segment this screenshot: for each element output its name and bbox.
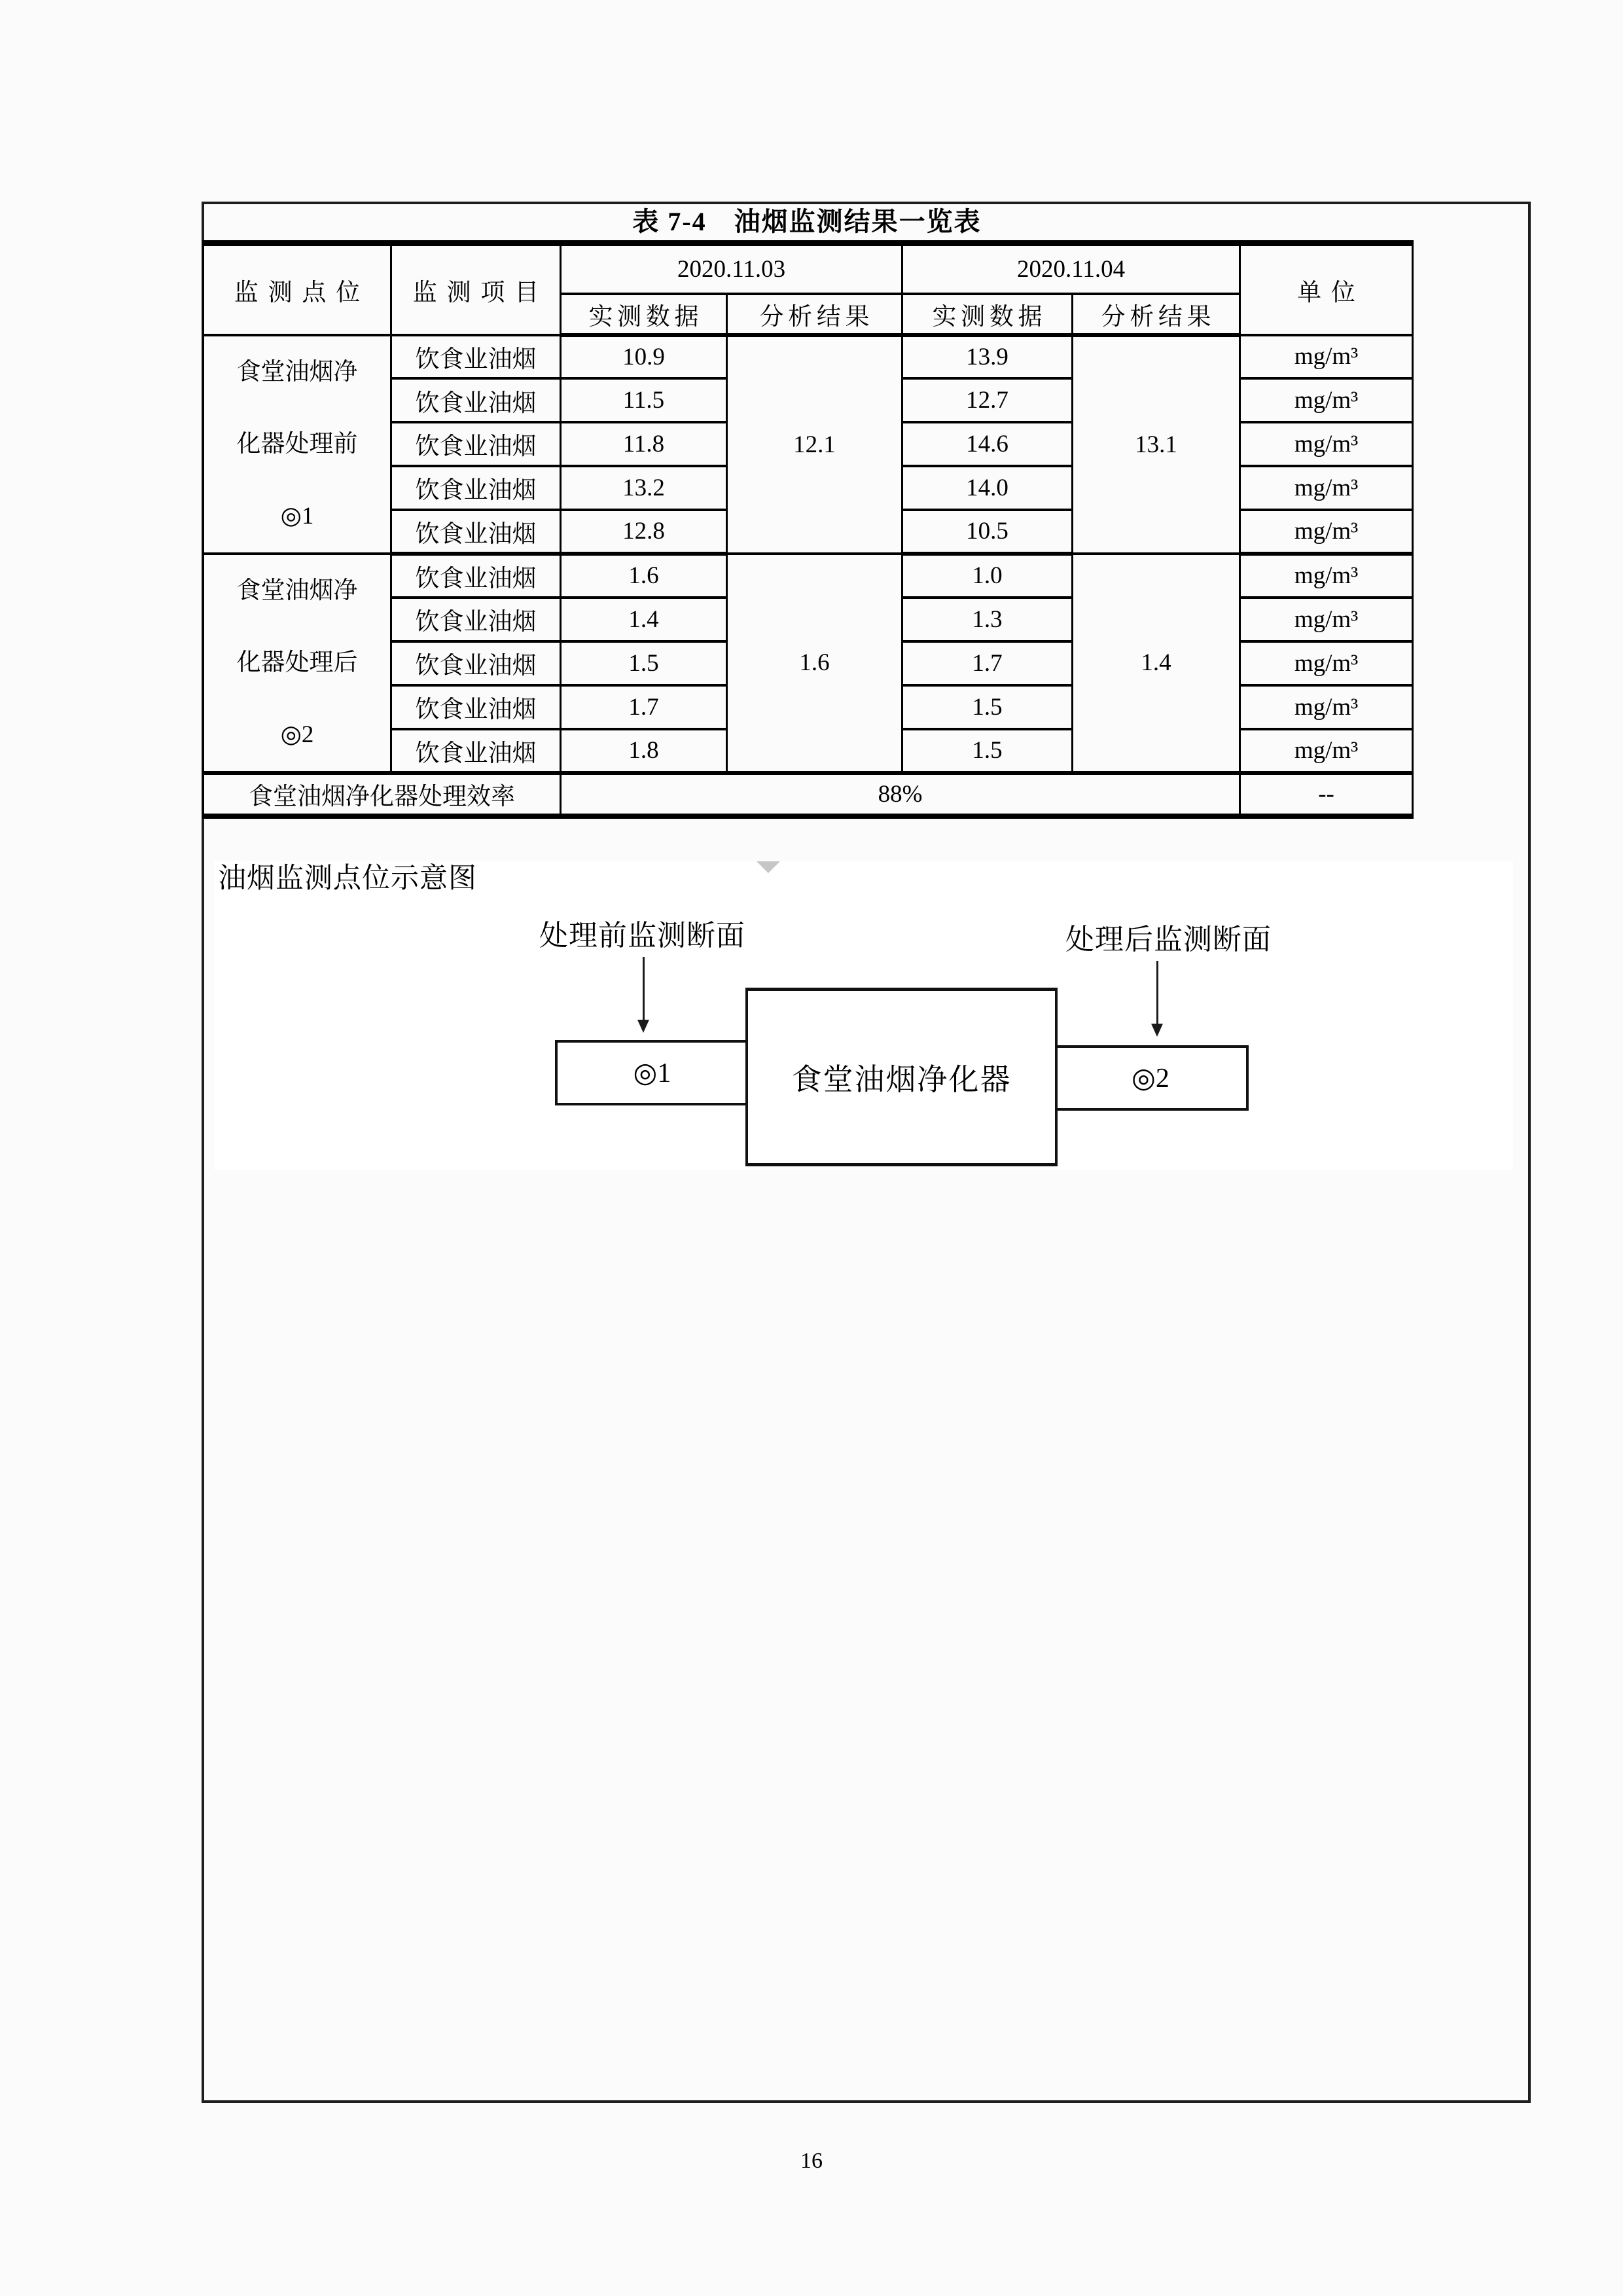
table-header-row-dates	[204, 243, 1413, 294]
arrow-shaft	[1156, 961, 1158, 1024]
diagram-title: 油烟监测点位示意图	[218, 863, 477, 894]
item-cell: 饮食业油烟	[391, 641, 561, 685]
measured-value: 1.5	[902, 685, 1073, 729]
unit-cell: mg/m³	[1240, 598, 1413, 641]
unit-cell: mg/m³	[1240, 729, 1413, 773]
efficiency-unit: --	[1240, 773, 1413, 816]
item-cell: 饮食业油烟	[391, 422, 561, 466]
item-cell: 饮食业油烟	[391, 510, 561, 554]
point-cell-after	[204, 554, 391, 773]
point-line: 食堂油烟净	[236, 358, 358, 386]
efficiency-row	[204, 773, 1413, 816]
item-cell: 饮食业油烟	[391, 598, 561, 641]
subheader-analysis-2: 分析结果	[1073, 294, 1240, 335]
measured-value: 1.6	[561, 554, 727, 598]
purifier-box	[745, 988, 1058, 1166]
measured-value: 1.4	[561, 598, 727, 641]
arrow-shaft	[643, 957, 645, 1020]
measured-value: 13.2	[561, 466, 727, 510]
measured-value: 1.0	[902, 554, 1073, 598]
purifier-label: 食堂油烟净化器	[791, 1062, 1012, 1096]
table-row	[204, 335, 1413, 379]
item-cell: 饮食业油烟	[391, 378, 561, 422]
table-title: 表 7-4 油烟监测结果一览表	[632, 207, 982, 236]
item-cell: 饮食业油烟	[391, 466, 561, 510]
analysis-value: 1.4	[1073, 554, 1240, 773]
subheader-measured-2: 实测数据	[902, 294, 1073, 335]
measured-value: 1.5	[902, 729, 1073, 773]
header-date-1: 2020.11.03	[561, 243, 902, 294]
measured-value: 1.3	[902, 598, 1073, 641]
down-triangle-handle-icon	[757, 861, 780, 873]
measured-value: 1.8	[561, 729, 727, 773]
measured-value: 14.6	[902, 422, 1073, 466]
page-number: 16	[800, 2149, 823, 2173]
monitor-point-2-label: ◎2	[1132, 1064, 1169, 1094]
subheader-measured-1: 实测数据	[561, 294, 727, 335]
point-line: 化器处理前	[236, 430, 358, 457]
measured-value: 11.8	[561, 422, 727, 466]
unit-cell: mg/m³	[1240, 510, 1413, 554]
unit-cell: mg/m³	[1240, 335, 1413, 379]
unit-cell: mg/m³	[1240, 685, 1413, 729]
monitor-point-2-box	[1052, 1045, 1249, 1111]
point-marker: ◎2	[280, 721, 314, 748]
efficiency-value: 88%	[561, 773, 1240, 816]
point-line: 食堂油烟净	[236, 577, 358, 604]
analysis-value: 1.6	[727, 554, 902, 773]
measured-value: 1.5	[561, 641, 727, 685]
unit-cell: mg/m³	[1240, 466, 1413, 510]
header-date-2: 2020.11.04	[902, 243, 1240, 294]
analysis-value: 12.1	[727, 335, 902, 554]
measured-value: 11.5	[561, 378, 727, 422]
item-cell: 饮食业油烟	[391, 554, 561, 598]
measured-value: 1.7	[561, 685, 727, 729]
monitor-point-1-label: ◎1	[633, 1058, 671, 1088]
point-cell-before	[204, 335, 391, 554]
monitoring-results-table	[202, 240, 1414, 819]
point-marker: ◎1	[280, 502, 314, 529]
measured-value: 10.5	[902, 510, 1073, 554]
arrow-head	[1151, 1024, 1163, 1037]
measured-value: 12.8	[561, 510, 727, 554]
unit-cell: mg/m³	[1240, 378, 1413, 422]
item-cell: 饮食业油烟	[391, 729, 561, 773]
point-line: 化器处理后	[236, 649, 358, 676]
monitor-point-1-box	[555, 1040, 749, 1105]
item-cell: 饮食业油烟	[391, 685, 561, 729]
table-row	[204, 554, 1413, 598]
unit-cell: mg/m³	[1240, 554, 1413, 598]
measured-value: 14.0	[902, 466, 1073, 510]
unit-cell: mg/m³	[1240, 422, 1413, 466]
header-unit: 单位	[1240, 243, 1413, 335]
measured-value: 13.9	[902, 335, 1073, 379]
label-after-section: 处理后监测断面	[1065, 924, 1272, 956]
measured-value: 10.9	[561, 335, 727, 379]
unit-cell: mg/m³	[1240, 641, 1413, 685]
arrow-head	[637, 1020, 649, 1033]
measured-value: 1.7	[902, 641, 1073, 685]
subheader-analysis-1: 分析结果	[727, 294, 902, 335]
diagram-canvas	[214, 861, 1513, 1170]
analysis-value: 13.1	[1073, 335, 1240, 554]
item-cell: 饮食业油烟	[391, 335, 561, 379]
header-item: 监测项目	[391, 243, 561, 335]
efficiency-label: 食堂油烟净化器处理效率	[204, 773, 561, 816]
header-point: 监测点位	[204, 243, 391, 335]
measured-value: 12.7	[902, 378, 1073, 422]
label-before-section: 处理前监测断面	[539, 920, 745, 952]
